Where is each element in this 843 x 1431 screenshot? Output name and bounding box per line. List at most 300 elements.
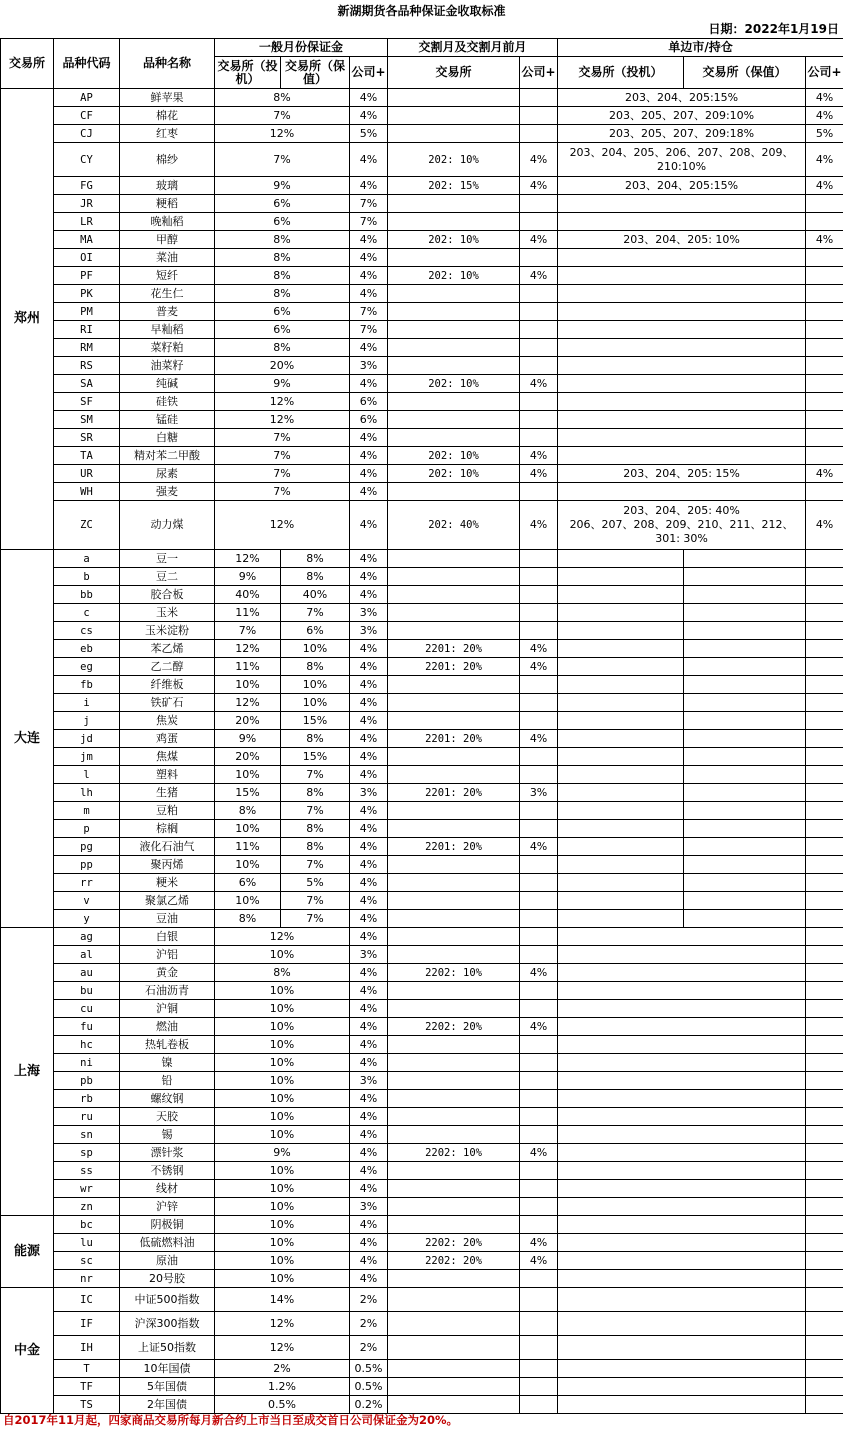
code-cell: zn [54,1198,120,1216]
name-cell: 铁矿石 [120,694,215,712]
table-row [1,1234,843,1252]
code-cell: bc [54,1216,120,1234]
general-company-cell: 4% [350,1108,388,1126]
table-row [1,1108,843,1126]
unilateral-company-cell [806,550,843,568]
name-cell: 棉纱 [120,143,215,177]
unilateral-company-cell: 5% [806,125,843,143]
exchange-cell: 郑州 [1,89,54,550]
code-cell: sc [54,1252,120,1270]
unilateral-spec-cell [558,748,684,766]
table-row [1,143,843,177]
delivery-exchange-cell [388,568,520,586]
code-cell: i [54,694,120,712]
unilateral-company-cell: 4% [806,107,843,125]
exchange-cell: 中金 [1,1288,54,1414]
delivery-exchange-cell [388,604,520,622]
code-cell: RS [54,357,120,375]
table-row [1,658,843,676]
unilateral-company-cell: 4% [806,501,843,550]
delivery-exchange-cell [388,1378,520,1396]
code-cell: IF [54,1312,120,1336]
unilateral-company-cell [806,1180,843,1198]
delivery-exchange-cell [388,1216,520,1234]
general-company-cell: 3% [350,1198,388,1216]
code-cell: v [54,892,120,910]
table-row [1,856,843,874]
delivery-company-cell [520,910,558,928]
header-unilateral-company: 公司+ [806,57,843,89]
table-row [1,429,843,447]
unilateral-margin-cell [558,1018,806,1036]
general-company-cell: 4% [350,231,388,249]
delivery-company-cell [520,339,558,357]
name-cell: 20号胶 [120,1270,215,1288]
table-row [1,694,843,712]
code-cell: IC [54,1288,120,1312]
code-cell: IH [54,1336,120,1360]
general-margin-cell: 10% [215,1270,350,1288]
general-company-cell: 4% [350,712,388,730]
delivery-company-cell: 3% [520,784,558,802]
delivery-exchange-cell [388,1180,520,1198]
name-cell: 螺纹钢 [120,1090,215,1108]
delivery-exchange-cell [388,1360,520,1378]
unilateral-hedge-cell [684,784,806,802]
general-margin-cell: 10% [215,1126,350,1144]
general-margin-cell: 0.5% [215,1396,350,1414]
table-row [1,550,843,568]
unilateral-spec-cell [558,550,684,568]
general-company-cell: 0.5% [350,1360,388,1378]
unilateral-margin-cell [558,1198,806,1216]
code-cell: WH [54,483,120,501]
table-row [1,375,843,393]
unilateral-company-cell [806,1072,843,1090]
general-company-cell: 4% [350,1162,388,1180]
general-company-cell: 4% [350,658,388,676]
name-cell: 硅铁 [120,393,215,411]
unilateral-margin-cell [558,1036,806,1054]
general-hedge-cell: 7% [281,856,350,874]
delivery-exchange-cell [388,1336,520,1360]
delivery-exchange-cell [388,1270,520,1288]
unilateral-company-cell: 4% [806,143,843,177]
general-hedge-cell: 10% [281,640,350,658]
name-cell: 漂针浆 [120,1144,215,1162]
delivery-company-cell [520,1288,558,1312]
table-row [1,874,843,892]
delivery-exchange-cell [388,1312,520,1336]
unilateral-company-cell [806,285,843,303]
general-spec-cell: 20% [215,712,281,730]
general-hedge-cell: 7% [281,892,350,910]
general-company-cell: 4% [350,1018,388,1036]
delivery-company-cell [520,586,558,604]
table-row [1,483,843,501]
general-margin-cell: 10% [215,1180,350,1198]
name-cell: 燃油 [120,1018,215,1036]
general-company-cell: 4% [350,910,388,928]
delivery-company-cell [520,1216,558,1234]
table-row [1,910,843,928]
unilateral-margin-cell [558,928,806,946]
general-spec-cell: 9% [215,568,281,586]
general-margin-cell: 7% [215,465,350,483]
table-row [1,982,843,1000]
unilateral-company-cell [806,766,843,784]
unilateral-margin-cell [558,429,806,447]
general-company-cell: 4% [350,802,388,820]
unilateral-spec-cell [558,712,684,730]
unilateral-company-cell [806,712,843,730]
name-cell: 原油 [120,1252,215,1270]
delivery-exchange-cell [388,285,520,303]
general-margin-cell: 10% [215,1108,350,1126]
header-general-hedge: 交易所（保值） [281,57,350,89]
general-spec-cell: 6% [215,874,281,892]
general-margin-cell: 6% [215,213,350,231]
name-cell: 白银 [120,928,215,946]
delivery-exchange-cell [388,748,520,766]
header-delivery-exchange: 交易所 [388,57,520,89]
table-row [1,447,843,465]
name-cell: 沪铝 [120,946,215,964]
table-row [1,946,843,964]
unilateral-margin-cell [558,339,806,357]
code-cell: SR [54,429,120,447]
name-cell: 不锈钢 [120,1162,215,1180]
delivery-exchange-cell [388,1162,520,1180]
unilateral-margin-cell [558,357,806,375]
unilateral-company-cell [806,730,843,748]
delivery-exchange-cell [388,928,520,946]
general-hedge-cell: 7% [281,604,350,622]
code-cell: m [54,802,120,820]
table-row [1,321,843,339]
unilateral-spec-cell [558,838,684,856]
table-row [1,1216,843,1234]
delivery-company-cell [520,1396,558,1414]
general-spec-cell: 8% [215,802,281,820]
general-company-cell: 4% [350,1090,388,1108]
delivery-company-cell: 4% [520,143,558,177]
header-delivery: 交割月及交割月前月 [388,39,558,57]
general-hedge-cell: 7% [281,910,350,928]
delivery-exchange-cell [388,712,520,730]
unilateral-hedge-cell [684,550,806,568]
code-cell: a [54,550,120,568]
delivery-exchange-cell: 2201: 20% [388,784,520,802]
delivery-company-cell [520,856,558,874]
general-spec-cell: 10% [215,820,281,838]
unilateral-company-cell [806,447,843,465]
general-spec-cell: 10% [215,856,281,874]
name-cell: 聚丙烯 [120,856,215,874]
table-row [1,501,843,550]
name-cell: 短纤 [120,267,215,285]
unilateral-margin-cell [558,1270,806,1288]
general-company-cell: 7% [350,195,388,213]
delivery-company-cell [520,1180,558,1198]
name-cell: 豆油 [120,910,215,928]
general-spec-cell: 20% [215,748,281,766]
unilateral-company-cell [806,1000,843,1018]
general-company-cell: 4% [350,568,388,586]
delivery-exchange-cell [388,676,520,694]
general-spec-cell: 9% [215,730,281,748]
header-name: 品种名称 [120,39,215,89]
table-row [1,1252,843,1270]
code-cell: rr [54,874,120,892]
unilateral-margin-cell [558,1072,806,1090]
unilateral-company-cell [806,838,843,856]
general-hedge-cell: 8% [281,658,350,676]
name-cell: 菜籽粕 [120,339,215,357]
general-company-cell: 7% [350,321,388,339]
general-company-cell: 4% [350,928,388,946]
unilateral-margin-cell: 203、205、207、209:10% [558,107,806,125]
general-company-cell: 4% [350,285,388,303]
name-cell: 玻璃 [120,177,215,195]
general-company-cell: 4% [350,856,388,874]
unilateral-margin-cell [558,447,806,465]
name-cell: 聚氯乙烯 [120,892,215,910]
general-margin-cell: 10% [215,1036,350,1054]
unilateral-margin-cell: 203、204、205:15% [558,89,806,107]
delivery-exchange-cell [388,393,520,411]
delivery-company-cell [520,107,558,125]
delivery-company-cell: 4% [520,640,558,658]
table-row [1,784,843,802]
code-cell: bb [54,586,120,604]
unilateral-company-cell: 4% [806,177,843,195]
unilateral-margin-cell: 203、204、205: 10% [558,231,806,249]
name-cell: 上证50指数 [120,1336,215,1360]
general-company-cell: 5% [350,125,388,143]
unilateral-spec-cell [558,622,684,640]
general-hedge-cell: 8% [281,568,350,586]
general-margin-cell: 7% [215,483,350,501]
exchange-cell: 能源 [1,1216,54,1288]
general-spec-cell: 15% [215,784,281,802]
unilateral-margin-cell [558,321,806,339]
delivery-company-cell [520,802,558,820]
delivery-company-cell [520,1336,558,1360]
unilateral-margin-cell [558,1312,806,1336]
table-row [1,1018,843,1036]
table-row [1,1378,843,1396]
general-margin-cell: 10% [215,1054,350,1072]
name-cell: 热轧卷板 [120,1036,215,1054]
delivery-company-cell [520,982,558,1000]
general-company-cell: 3% [350,357,388,375]
table-row [1,339,843,357]
unilateral-margin-cell [558,375,806,393]
table-header [1,39,843,89]
unilateral-company-cell [806,694,843,712]
unilateral-company-cell [806,856,843,874]
name-cell: 低硫燃料油 [120,1234,215,1252]
general-margin-cell: 12% [215,501,350,550]
unilateral-margin-cell [558,1234,806,1252]
name-cell: 棕榈 [120,820,215,838]
unilateral-company-cell [806,1018,843,1036]
code-cell: RI [54,321,120,339]
general-company-cell: 4% [350,339,388,357]
general-company-cell: 4% [350,838,388,856]
delivery-company-cell: 4% [520,447,558,465]
table-row [1,249,843,267]
general-company-cell: 7% [350,303,388,321]
general-margin-cell: 12% [215,393,350,411]
unilateral-hedge-cell [684,658,806,676]
header-delivery-company: 公司+ [520,57,558,89]
page-title: 新湖期货各品种保证金收取标准 [337,4,506,18]
table-row [1,465,843,483]
unilateral-company-cell [806,874,843,892]
unilateral-company-cell [806,357,843,375]
delivery-company-cell [520,1000,558,1018]
name-cell: 甲醇 [120,231,215,249]
unilateral-hedge-cell [684,766,806,784]
unilateral-company-cell [806,1090,843,1108]
unilateral-company-cell [806,1288,843,1312]
unilateral-spec-cell [558,766,684,784]
table-row [1,604,843,622]
unilateral-hedge-cell [684,640,806,658]
general-company-cell: 4% [350,1144,388,1162]
unilateral-company-cell [806,946,843,964]
delivery-company-cell [520,483,558,501]
unilateral-company-cell [806,249,843,267]
unilateral-hedge-cell [684,586,806,604]
delivery-company-cell [520,712,558,730]
unilateral-margin-cell [558,213,806,231]
delivery-exchange-cell [388,1126,520,1144]
delivery-company-cell [520,1036,558,1054]
general-margin-cell: 20% [215,357,350,375]
code-cell: sp [54,1144,120,1162]
unilateral-hedge-cell [684,838,806,856]
header-unilateral-hedge: 交易所（保值） [684,57,806,89]
delivery-company-cell [520,1090,558,1108]
name-cell: 尿素 [120,465,215,483]
unilateral-margin-cell [558,267,806,285]
general-margin-cell: 9% [215,375,350,393]
table-row [1,1090,843,1108]
unilateral-hedge-cell [684,568,806,586]
delivery-company-cell: 4% [520,1252,558,1270]
delivery-exchange-cell: 2202: 20% [388,1252,520,1270]
general-margin-cell: 10% [215,1162,350,1180]
general-company-cell: 4% [350,694,388,712]
code-cell: ni [54,1054,120,1072]
unilateral-spec-cell [558,586,684,604]
code-cell: pp [54,856,120,874]
code-cell: b [54,568,120,586]
unilateral-margin-cell [558,1378,806,1396]
unilateral-hedge-cell [684,604,806,622]
margin-table [0,38,843,1414]
name-cell: 豆一 [120,550,215,568]
name-cell: 动力煤 [120,501,215,550]
delivery-exchange-cell [388,357,520,375]
delivery-exchange-cell [388,892,520,910]
code-cell: JR [54,195,120,213]
delivery-company-cell [520,874,558,892]
name-cell: 黄金 [120,964,215,982]
general-margin-cell: 10% [215,1090,350,1108]
general-margin-cell: 6% [215,321,350,339]
general-company-cell: 3% [350,604,388,622]
name-cell: 晚籼稻 [120,213,215,231]
delivery-company-cell [520,303,558,321]
unilateral-spec-cell [558,568,684,586]
general-company-cell: 3% [350,946,388,964]
delivery-company-cell [520,429,558,447]
general-hedge-cell: 5% [281,874,350,892]
unilateral-margin-cell [558,964,806,982]
unilateral-spec-cell [558,658,684,676]
name-cell: 中证500指数 [120,1288,215,1312]
general-company-cell: 4% [350,1270,388,1288]
general-company-cell: 4% [350,640,388,658]
unilateral-company-cell [806,802,843,820]
delivery-company-cell [520,89,558,107]
unilateral-company-cell [806,1360,843,1378]
code-cell: UR [54,465,120,483]
code-cell: PF [54,267,120,285]
unilateral-company-cell [806,964,843,982]
name-cell: 普麦 [120,303,215,321]
delivery-company-cell [520,1162,558,1180]
delivery-company-cell: 4% [520,838,558,856]
code-cell: TS [54,1396,120,1414]
delivery-exchange-cell [388,766,520,784]
name-cell: 石油沥青 [120,982,215,1000]
general-company-cell: 4% [350,1036,388,1054]
table-row [1,964,843,982]
general-company-cell: 2% [350,1336,388,1360]
delivery-company-cell: 4% [520,267,558,285]
code-cell: ru [54,1108,120,1126]
general-company-cell: 4% [350,89,388,107]
delivery-exchange-cell: 202: 10% [388,465,520,483]
general-hedge-cell: 40% [281,586,350,604]
name-cell: 线材 [120,1180,215,1198]
general-company-cell: 4% [350,501,388,550]
general-margin-cell: 7% [215,447,350,465]
unilateral-margin-cell [558,1360,806,1378]
delivery-company-cell [520,195,558,213]
general-margin-cell: 10% [215,982,350,1000]
name-cell: 油菜籽 [120,357,215,375]
delivery-company-cell [520,1198,558,1216]
delivery-company-cell [520,604,558,622]
unilateral-spec-cell [558,856,684,874]
unilateral-company-cell [806,1336,843,1360]
delivery-company-cell [520,1378,558,1396]
table-row [1,267,843,285]
name-cell: 纯碱 [120,375,215,393]
unilateral-company-cell [806,1036,843,1054]
unilateral-hedge-cell [684,910,806,928]
unilateral-company-cell [806,393,843,411]
delivery-exchange-cell [388,411,520,429]
delivery-exchange-cell: 2201: 20% [388,730,520,748]
general-company-cell: 4% [350,892,388,910]
